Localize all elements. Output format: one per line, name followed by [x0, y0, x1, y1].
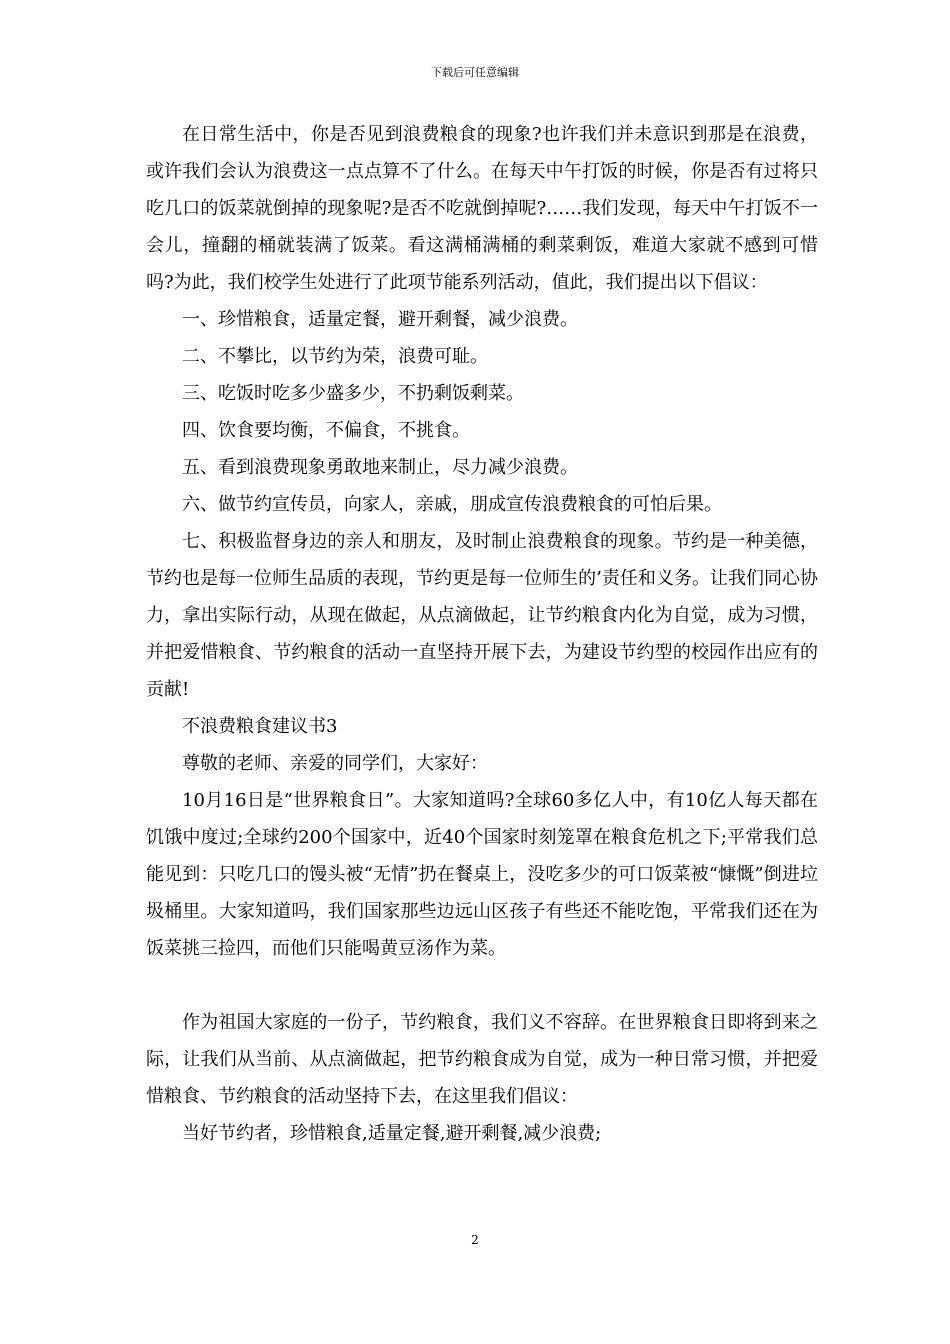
- paragraph-duty: 作为祖国大家庭的一份子，节约粮食，我们义不容辞。在世界粮食日即将到来之际，让我们从当前、从点滴做起，把节约粮食成为自觉，成为一种日常习惯，并把爱惜粮食、节约粮食的活动坚持下去，在这里我们倡议：: [146, 1012, 818, 1107]
- proposal-item-5: 五、看到浪费现象勇敢地来制止，尽力减少浪费。: [182, 457, 578, 478]
- proposal-item-6: 六、做节约宣传员，向家人，亲戚，朋成宣传浪费粮食的可怕后果。: [182, 494, 722, 515]
- page-header: 下载后可任意编辑: [431, 66, 519, 79]
- page-number: 2: [471, 1233, 479, 1247]
- section-title: 不浪费粮食建议书3: [182, 716, 338, 737]
- proposal-item-7: 七、积极监督身边的亲人和朋友，及时制止浪费粮食的现象。节约是一种美德，节约也是每一位师生品质的表现，节约更是每一位师生的’责任和义务。让我们同心协力，拿出实际行动，从现在做起，从点滴做起，让节约粮食内化为自觉，成为习惯，并把爱惜粮食、节约粮食的活动一直坚持开展下去，为建设节约型的校园作出应有的贡献!: [146, 531, 818, 700]
- proposal-item-4: 四、饮食要均衡，不偏食，不挑食。: [182, 420, 470, 441]
- proposal-item-2: 二、不攀比，以节约为荣，浪费可耻。: [182, 346, 488, 367]
- paragraph-food-day: 10月16日是“世界粮食日”。大家知道吗?全球60多亿人中，有10亿人每天都在饥饿中度过;全球约200个国家中，近40个国家时刻笼罩在粮食危机之下;平常我们总能见到：只吃几口的馒头被“无情”扔在餐桌上，没吃多少的可口饭菜被“慷慨”倒进垃圾桶里。大家知道吗，我们国家那些边远山区孩子有些还不能吃饱，平常我们还在为饭菜挑三捡四，而他们只能喝黄豆汤作为菜。: [146, 790, 818, 959]
- proposal-item-3: 三、吃饭时吃多少盛多少，不扔剩饭剩菜。: [182, 383, 524, 404]
- document-body: [146, 116, 818, 1152]
- proposal-item-1: 一、珍惜粮食，适量定餐，避开剩餐，减少浪费。: [182, 309, 578, 330]
- proposal-saver: 当好节约者，珍惜粮食,适量定餐,避开剩餐,减少浪费;: [182, 1123, 602, 1144]
- paragraph-intro: 在日常生活中，你是否见到浪费粮食的现象?也许我们并未意识到那是在浪费，或许我们会认为浪费这一点点算不了什么。在每天中午打饭的时候，你是否有过将只吃几口的饭菜就倒掉的现象呢?是否不吃就倒掉呢?……我们发现，每天中午打饭不一会儿，撞翻的桶就装满了饭菜。看这满桶满桶的剩菜剩饭，难道大家就不感到可惜吗?为此，我们校学生处进行了此项节能系列活动，值此，我们提出以下倡议：: [146, 124, 818, 293]
- salutation: 尊敬的老师、亲爱的同学们，大家好：: [182, 753, 488, 774]
